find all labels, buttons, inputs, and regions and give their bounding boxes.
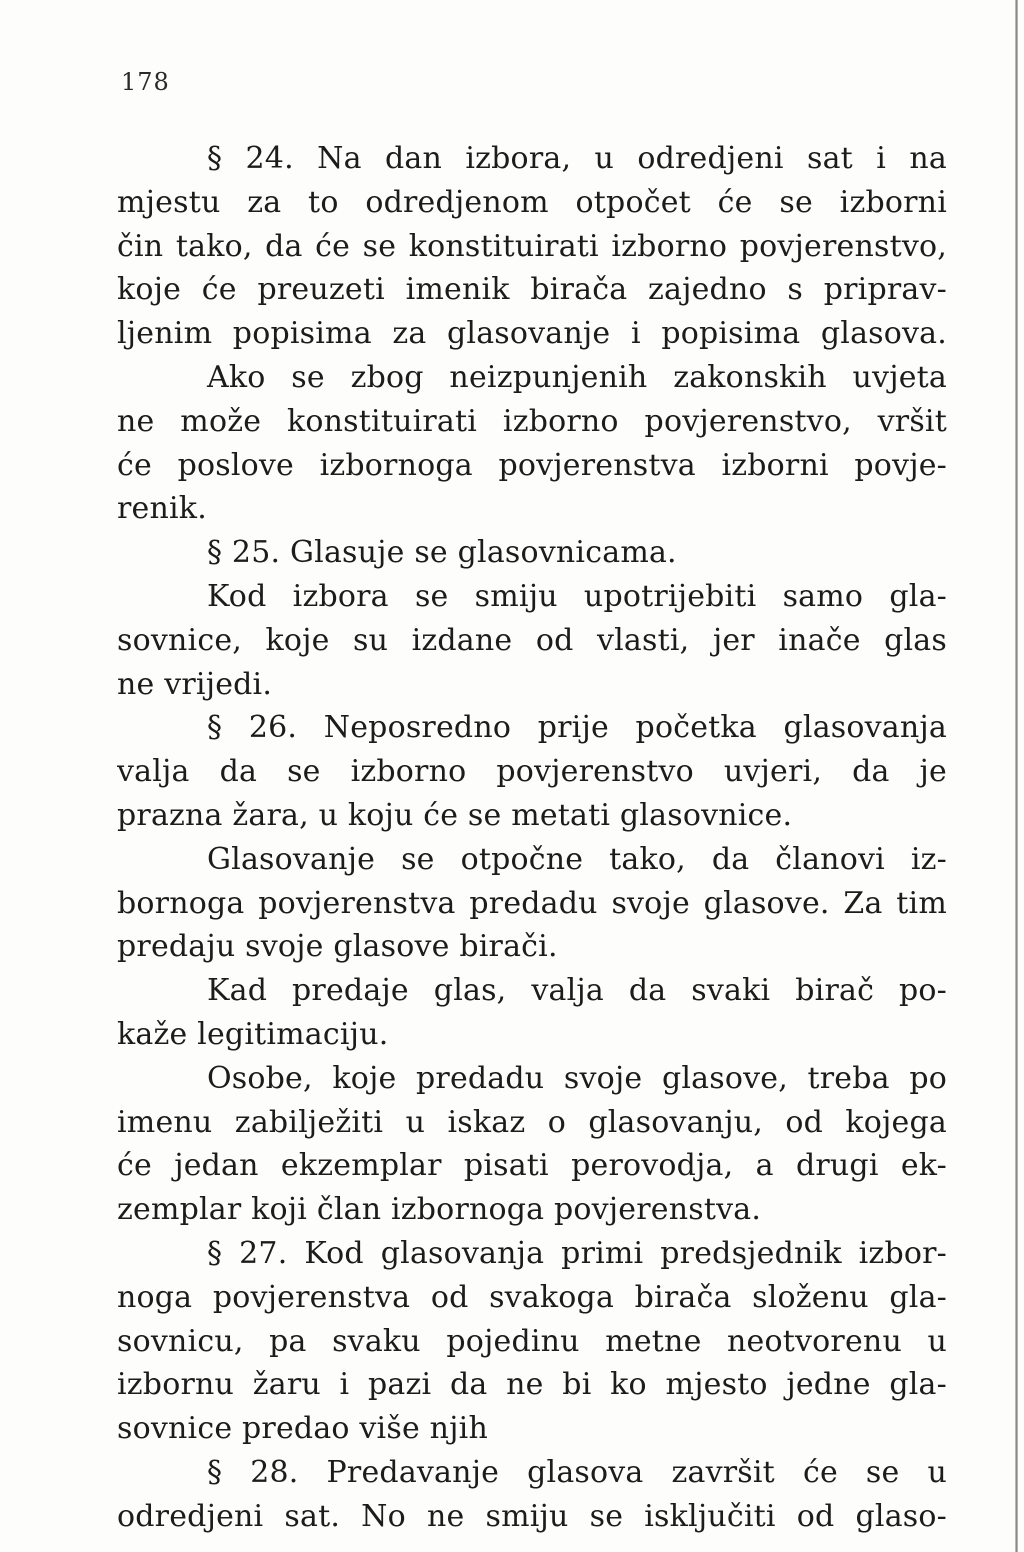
- text-line: bornoga povjerenstva predadu svoje glasove. Za tim: [117, 885, 947, 921]
- text-line: ne vrijedi.: [117, 666, 273, 702]
- text-line: odredjeni sat. No ne smiju se isključiti od glaso-: [117, 1498, 947, 1534]
- text-line: Glasovanje se otpočne tako, da članovi iz-: [207, 841, 947, 877]
- text-line: mjestu za to odredjenom otpočet će se izborni: [117, 184, 947, 220]
- text-line: prazna žara, u koju će se metati glasovnice.: [117, 797, 793, 833]
- page-number: 178: [121, 68, 170, 96]
- text-line: zemplar koji član izbornoga povjerenstva.: [117, 1192, 762, 1228]
- text-line: § 27. Kod glasovanja primi predsjednik izbor-: [207, 1235, 947, 1271]
- text-line: koje će preuzeti imenik birača zajedno s priprav-: [117, 272, 947, 308]
- text-line: Kod izbora se smiju upotrijebiti samo gla-: [207, 578, 947, 614]
- text-line: noga povjerenstva od svakoga birača složenu gla-: [117, 1279, 947, 1315]
- text-line: izbornu žaru i pazi da ne bi ko mjesto jedne gla-: [117, 1367, 947, 1403]
- text-line: § 26. Neposredno prije početka glasovanja: [207, 710, 947, 746]
- text-line: renik.: [117, 491, 207, 527]
- text-line: Kad predaje glas, valja da svaki birač po-: [207, 973, 947, 1009]
- text-line: kaže legitimaciju.: [117, 1016, 389, 1052]
- text-line: predaju svoje glasove birači.: [117, 929, 558, 965]
- text-line: § 24. Na dan izbora, u odredjeni sat i na: [207, 141, 947, 176]
- text-line: imenu zabilježiti u iskaz o glasovanju, od kojega: [117, 1104, 947, 1140]
- page-edge: [1015, 0, 1018, 1552]
- text-line: će poslove izbornoga povjerenstva izborni povje-: [117, 447, 947, 483]
- text-line: sovnicu, pa svaku pojedinu metne neotvorenu u: [117, 1323, 947, 1359]
- text-line: Ako se zbog neizpunjenih zakonskih uvjeta: [207, 359, 947, 395]
- text-line: valja da se izborno povjerenstvo uvjeri, da je: [117, 754, 947, 790]
- text-line: čin tako, da će se konstituirati izborno povjerenstvo,: [117, 228, 947, 264]
- text-line: Osobe, koje predadu svoje glasove, treba po: [207, 1060, 947, 1096]
- text-line: će jedan ekzemplar pisati perovodja, a drugi ek-: [117, 1148, 947, 1184]
- text-line: ljenim popisima za glasovanje i popisima glasova.: [117, 316, 947, 352]
- body-text: [117, 137, 947, 1539]
- text-line: sovnice predao više njih: [117, 1411, 488, 1447]
- text-line: ne može konstituirati izborno povjerenstvo, vršit: [117, 403, 947, 439]
- text-line: § 25. Glasuje se glasovnicama.: [207, 535, 677, 571]
- text-line: sovnice, koje su izdane od vlasti, jer inače glas: [117, 622, 947, 658]
- text-line: § 28. Predavanje glasova završit će se u: [207, 1454, 947, 1490]
